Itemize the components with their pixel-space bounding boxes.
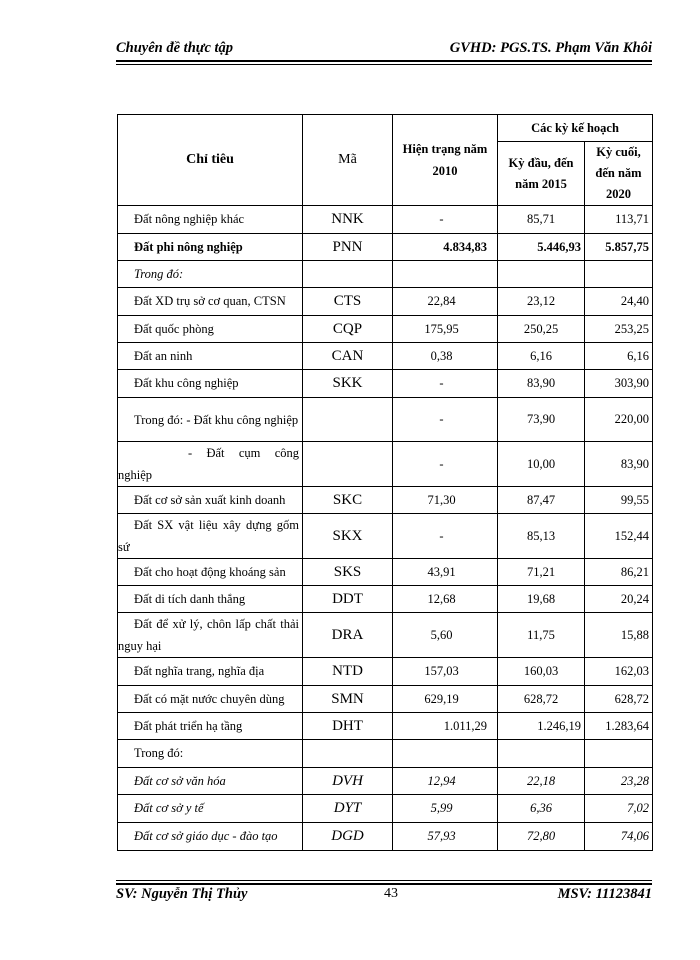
row-code: PNN (303, 234, 393, 261)
row-2015: 71,21 (498, 559, 585, 586)
table-row (118, 442, 653, 487)
footer-rule (116, 883, 652, 885)
row-2020: 74,06 (585, 823, 653, 851)
row-2010: 43,91 (393, 559, 498, 586)
row-2015: 10,00 (498, 442, 585, 487)
table-row (118, 795, 653, 823)
row-label: Đất XD trụ sở cơ quan, CTSN (118, 288, 303, 316)
row-code: DHT (303, 713, 393, 740)
row-2015: 87,47 (498, 487, 585, 514)
row-2015: 72,80 (498, 823, 585, 851)
row-2010: 1.011,29 (393, 713, 498, 740)
row-label: Đất có mặt nước chuyên dùng (118, 686, 303, 713)
header-advisor: GVHD: PGS.TS. Phạm Văn Khôi (449, 40, 652, 56)
row-2020: 253,25 (585, 316, 653, 343)
table-row (118, 206, 653, 234)
row-2020 (585, 261, 653, 288)
footer-rule-thin (116, 880, 652, 881)
table-row (118, 261, 653, 288)
header-plan-periods: Các kỳ kế hoạch (498, 115, 653, 142)
row-2020: 152,44 (585, 514, 653, 559)
row-code: DYT (303, 795, 393, 823)
header-current-2010: Hiện trạng năm 2010 (393, 115, 498, 206)
table-row (118, 370, 653, 398)
row-2020: 220,00 (585, 398, 653, 442)
table-row (118, 586, 653, 613)
row-2015: 22,18 (498, 768, 585, 795)
row-label: Đất cho hoạt động khoáng sản (118, 559, 303, 586)
table-row (118, 514, 653, 559)
table-row (118, 740, 653, 768)
row-2010: 629,19 (393, 686, 498, 713)
row-label: Đất khu công nghiệp (118, 370, 303, 398)
row-label: Đất nghĩa trang, nghĩa địa (118, 658, 303, 686)
row-code: SKX (303, 514, 393, 559)
row-label: Đất quốc phòng (118, 316, 303, 343)
row-label: Đất phát triển hạ tầng (118, 713, 303, 740)
footer-student: SV: Nguyễn Thị Thủy (116, 886, 248, 902)
row-2015: 85,13 (498, 514, 585, 559)
row-label: - Đất cụm công nghiệp (118, 442, 303, 487)
header-indicator: Chỉ tiêu (118, 115, 303, 206)
table-row (118, 559, 653, 586)
row-code: DRA (303, 613, 393, 658)
row-label: Đất di tích danh thắng (118, 586, 303, 613)
row-2020: 24,40 (585, 288, 653, 316)
row-2020: 162,03 (585, 658, 653, 686)
row-code: DVH (303, 768, 393, 795)
row-code: SMN (303, 686, 393, 713)
row-2015: 1.246,19 (498, 713, 585, 740)
row-code: CTS (303, 288, 393, 316)
table-row (118, 713, 653, 740)
table-row (118, 343, 653, 370)
row-label: Đất cơ sở văn hóa (118, 768, 303, 795)
page-footer (116, 886, 652, 906)
row-code (303, 398, 393, 442)
row-label: Trong đó: (118, 261, 303, 288)
row-code: NNK (303, 206, 393, 234)
row-label: Đất để xử lý, chôn lấp chất thải nguy hại (118, 613, 303, 658)
row-code: SKK (303, 370, 393, 398)
row-2010 (393, 740, 498, 768)
row-label: Trong đó: (118, 740, 303, 768)
row-2020: 86,21 (585, 559, 653, 586)
header-period-2015: Kỳ đầu, đến năm 2015 (498, 142, 585, 206)
row-code: DGD (303, 823, 393, 851)
row-2010: - (393, 206, 498, 234)
row-2015: 19,68 (498, 586, 585, 613)
header-topic: Chuyên đề thực tập (116, 40, 234, 56)
row-code: DDT (303, 586, 393, 613)
row-label: Đất an ninh (118, 343, 303, 370)
header-period-2020: Kỳ cuối, đến năm 2020 (585, 142, 653, 206)
row-2010: - (393, 442, 498, 487)
row-2010: 0,38 (393, 343, 498, 370)
row-2010: 4.834,83 (393, 234, 498, 261)
table-row (118, 487, 653, 514)
row-2020: 23,28 (585, 768, 653, 795)
row-2010: 175,95 (393, 316, 498, 343)
row-2010: 12,68 (393, 586, 498, 613)
row-2020: 6,16 (585, 343, 653, 370)
row-2020: 5.857,75 (585, 234, 653, 261)
table-row (118, 316, 653, 343)
table-row (118, 686, 653, 713)
header-rule (116, 60, 652, 62)
row-2010: - (393, 370, 498, 398)
row-2015: 628,72 (498, 686, 585, 713)
table-row (118, 288, 653, 316)
row-2020: 7,02 (585, 795, 653, 823)
footer-student-id: MSV: 11123841 (557, 886, 652, 902)
page-number: 43 (384, 886, 398, 901)
row-2020: 303,90 (585, 370, 653, 398)
row-2010: - (393, 514, 498, 559)
table-row (118, 398, 653, 442)
table-row (118, 234, 653, 261)
table-row (118, 823, 653, 851)
row-2010: 22,84 (393, 288, 498, 316)
page-header (116, 38, 652, 60)
row-code: CAN (303, 343, 393, 370)
row-2010: 5,99 (393, 795, 498, 823)
row-2010: - (393, 398, 498, 442)
row-2015: 83,90 (498, 370, 585, 398)
row-2020: 1.283,64 (585, 713, 653, 740)
row-2020: 83,90 (585, 442, 653, 487)
row-2015: 6,16 (498, 343, 585, 370)
header-rule-thin (116, 64, 652, 65)
row-code (303, 442, 393, 487)
row-2015: 85,71 (498, 206, 585, 234)
row-2010: 71,30 (393, 487, 498, 514)
table-row (118, 613, 653, 658)
row-2010: 157,03 (393, 658, 498, 686)
row-2010 (393, 261, 498, 288)
row-code: SKC (303, 487, 393, 514)
row-2010: 12,94 (393, 768, 498, 795)
row-2020: 99,55 (585, 487, 653, 514)
row-code (303, 261, 393, 288)
row-label: Đất cơ sở y tế (118, 795, 303, 823)
row-2015: 73,90 (498, 398, 585, 442)
row-label: Đất phi nông nghiệp (118, 234, 303, 261)
row-2010: 5,60 (393, 613, 498, 658)
row-2020: 628,72 (585, 686, 653, 713)
row-label: Trong đó: - Đất khu công nghiệp (118, 398, 303, 442)
row-code: NTD (303, 658, 393, 686)
row-code: SKS (303, 559, 393, 586)
row-code: CQP (303, 316, 393, 343)
row-label: Đất cơ sở sản xuất kinh doanh (118, 487, 303, 514)
row-2015 (498, 740, 585, 768)
row-2015: 160,03 (498, 658, 585, 686)
row-code (303, 740, 393, 768)
row-2015: 23,12 (498, 288, 585, 316)
row-2010: 57,93 (393, 823, 498, 851)
row-2020: 113,71 (585, 206, 653, 234)
row-2020: 20,24 (585, 586, 653, 613)
row-2015: 6,36 (498, 795, 585, 823)
row-2020 (585, 740, 653, 768)
row-2015: 250,25 (498, 316, 585, 343)
row-label: Đất cơ sở giáo dục - đào tạo (118, 823, 303, 851)
table-row (118, 658, 653, 686)
row-2015: 5.446,93 (498, 234, 585, 261)
row-2020: 15,88 (585, 613, 653, 658)
row-2015: 11,75 (498, 613, 585, 658)
land-use-table (117, 114, 653, 851)
header-code: Mã (303, 115, 393, 206)
row-2015 (498, 261, 585, 288)
table-row (118, 768, 653, 795)
row-label: Đất SX vật liệu xây dựng gốm sứ (118, 514, 303, 559)
row-label: Đất nông nghiệp khác (118, 206, 303, 234)
